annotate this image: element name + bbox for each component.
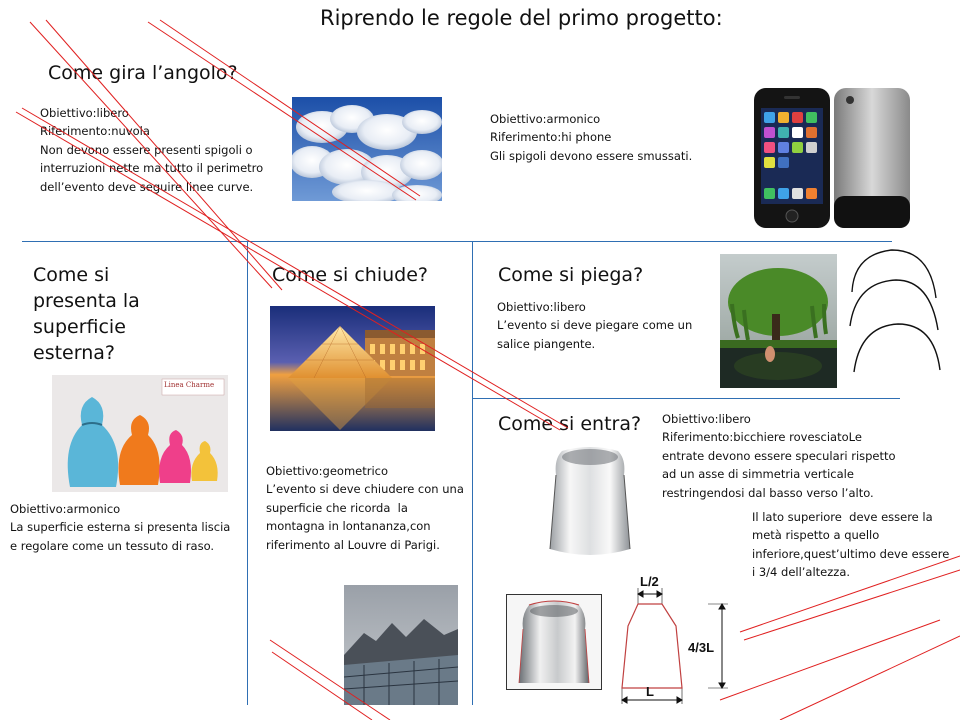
text-superficie: Obiettivo:armonico La superficie esterna si presenta liscia e regolare come un tessuto di raso.	[10, 502, 231, 553]
heading-chiude: Come si chiude?	[272, 264, 428, 286]
vertical-divider-left	[247, 241, 248, 705]
proportion-diagram	[612, 570, 747, 708]
text-entra-2: Il lato superiore deve essere la metà rispetto a quello inferiore,quest’ultimo deve essere i 3/4 dell’altezza.	[752, 510, 953, 580]
curve-sketch	[842, 244, 946, 376]
page-title: Riprendo le regole del primo progetto:	[320, 6, 723, 30]
diagram-label-side: 4/3L	[688, 640, 715, 655]
text-iphone: Obiettivo:armonico Riferimento:hi phone Gli spigoli devono essere smussati.	[490, 112, 693, 163]
heading-superficie: Come si presenta la superficie esterna?	[33, 264, 140, 365]
brand-logo-text: Linea Charme	[164, 381, 215, 389]
text-piega: Obiettivo:libero L’evento si deve piegare come un salice piangente.	[497, 300, 693, 351]
iphone-photo	[752, 84, 912, 232]
horizontal-divider-right	[472, 398, 900, 399]
cloud-photo	[292, 97, 442, 201]
text-entra: Obiettivo:libero Riferimento:bicchiere rovesciatoLe entrate devono essere speculari rispetto ad un asse di simmetria verticale restringendosi dal basso verso l’alto.	[662, 412, 896, 500]
satin-bags-photo	[52, 375, 228, 492]
willow-tree-photo	[720, 254, 837, 388]
diagram-label-top: L/2	[640, 574, 659, 589]
heading-piega: Come si piega?	[498, 264, 644, 286]
horizontal-divider-top	[22, 241, 892, 242]
text-chiude: Obiettivo:geometrico L’evento si deve chiudere con una superficie che ricorda la montagna in lontananza,con riferimento al Louvre di Parigi.	[266, 464, 464, 552]
mountain-photo	[344, 585, 458, 705]
vertical-divider-right	[472, 241, 473, 705]
glass-photo	[540, 445, 640, 557]
heading-gira-angolo: Come gira l’angolo?	[48, 62, 238, 84]
diagram-label-bottom: L	[646, 684, 654, 699]
text-gira-angolo: Obiettivo:libero Riferimento:nuvola Non devono essere presenti spigoli o interruzioni nette ma tutto il perimetro dell’evento deve seguire linee curve.	[40, 106, 264, 194]
heading-entra: Come si entra?	[498, 413, 642, 435]
louvre-photo	[270, 306, 435, 431]
glass-framed-photo	[506, 594, 602, 690]
